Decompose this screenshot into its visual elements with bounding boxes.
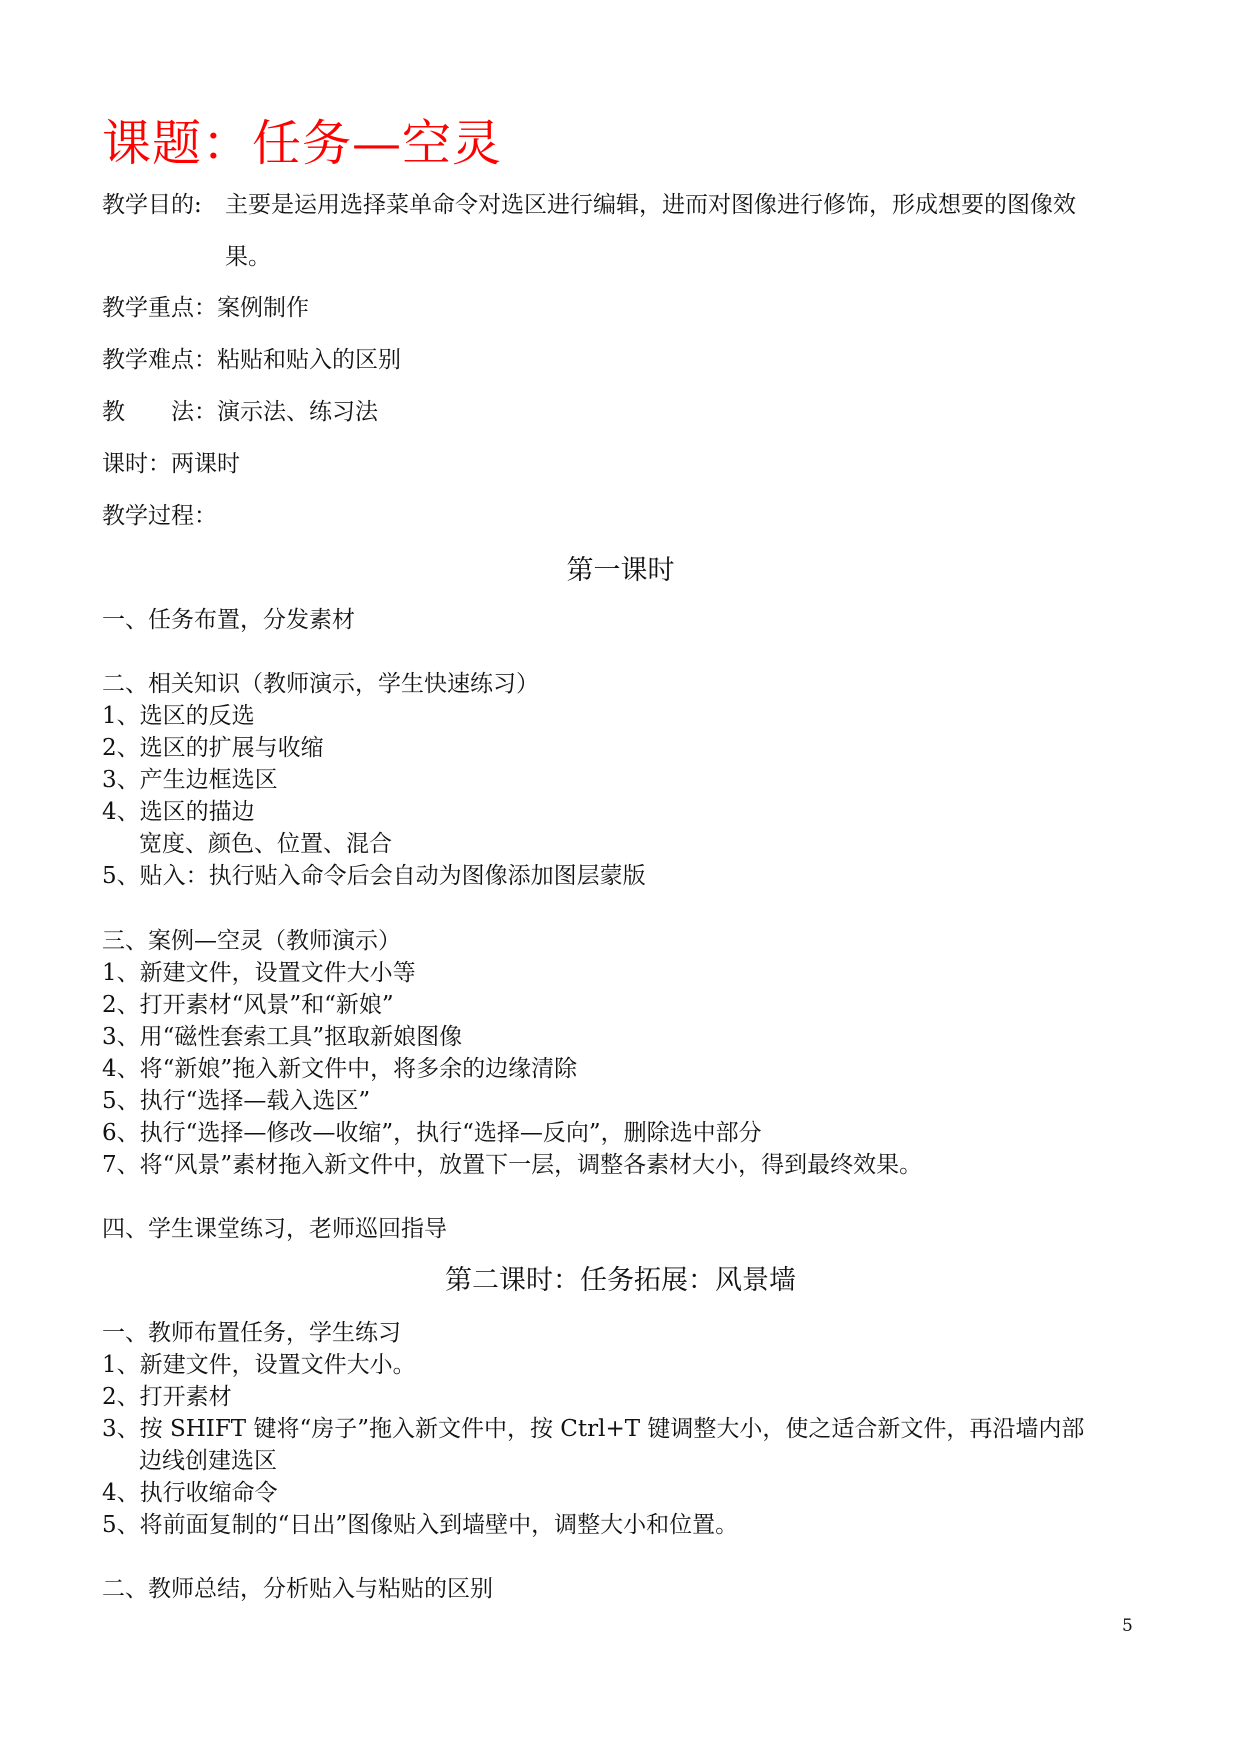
list-item: 1、新建文件，设置文件大小等 [102,960,416,986]
list-item: 6、执行“选择—修改—收缩”，执行“选择—反向”，删除选中部分 [102,1120,762,1146]
page-number: 5 [1122,1616,1133,1636]
list-item: 7、将“风景”素材拖入新文件中，放置下一层，调整各素材大小，得到最终效果。 [102,1152,923,1178]
list-item: 4、将“新娘”拖入新文件中，将多余的边缘清除 [102,1056,578,1082]
list-item: 2、打开素材 [102,1384,232,1410]
list-item: 5、执行“选择—载入选区” [102,1088,371,1114]
lesson2-section1-title: 一、教师布置任务，学生练习 [102,1320,401,1346]
objective-text-line2: 果。 [225,244,271,270]
list-item: 3、用“磁性套索工具”抠取新娘图像 [102,1024,463,1050]
lesson2-heading: 第二课时：任务拓展：风景墙 [445,1265,796,1296]
objective-label: 教学目的: [102,192,202,218]
teaching-method-label: 教 法： [102,399,217,425]
list-item: 2、打开素材“风景”和“新娘” [102,992,394,1018]
lesson1-section1: 一、任务布置，分发素材 [102,607,355,633]
list-item: 4、执行收缩命令 [102,1480,278,1506]
difficulty: 教学难点：粘贴和贴入的区别 [102,347,401,373]
teaching-process: 教学过程： [102,503,217,529]
key-point: 教学重点：案例制作 [102,295,309,321]
objective-row [102,190,1076,220]
list-subitem: 宽度、颜色、位置、混合 [139,831,392,857]
lesson1-heading: 第一课时 [566,555,675,586]
list-item: 5、将前面复制的“日出”图像贴入到墙壁中，调整大小和位置。 [102,1512,739,1538]
lesson2-section2: 二、教师总结，分析贴入与粘贴的区别 [102,1576,493,1602]
list-item: 1、选区的反选 [102,703,255,729]
list-item: 3、按 SHIFT 键将“房子”拖入新文件中，按 Ctrl+T 键调整大小，使之适合新文件，再沿墙内部 [102,1416,1085,1442]
teaching-method-value: 演示法、练习法 [217,399,378,425]
list-item: 3、产生边框选区 [102,767,278,793]
lesson-title: 课题：任务—空灵 [102,115,503,172]
class-hours: 课时：两课时 [102,451,240,477]
lesson1-section2-title: 二、相关知识（教师演示，学生快速练习） [102,671,539,697]
lesson1-section4: 四、学生课堂练习，老师巡回指导 [102,1216,447,1242]
list-item: 5、贴入：执行贴入命令后会自动为图像添加图层蒙版 [102,863,646,889]
list-item-continuation: 边线创建选区 [139,1448,277,1474]
list-item: 4、选区的描边 [102,799,255,825]
teaching-method-row [102,397,378,427]
lesson1-section3-title: 三、案例—空灵（教师演示） [102,928,401,954]
list-item: 2、选区的扩展与收缩 [102,735,324,761]
objective-text-line1: 主要是运用选择菜单命令对选区进行编辑，进而对图像进行修饰，形成想要的图像效 [225,192,1076,218]
list-item: 1、新建文件，设置文件大小。 [102,1352,416,1378]
